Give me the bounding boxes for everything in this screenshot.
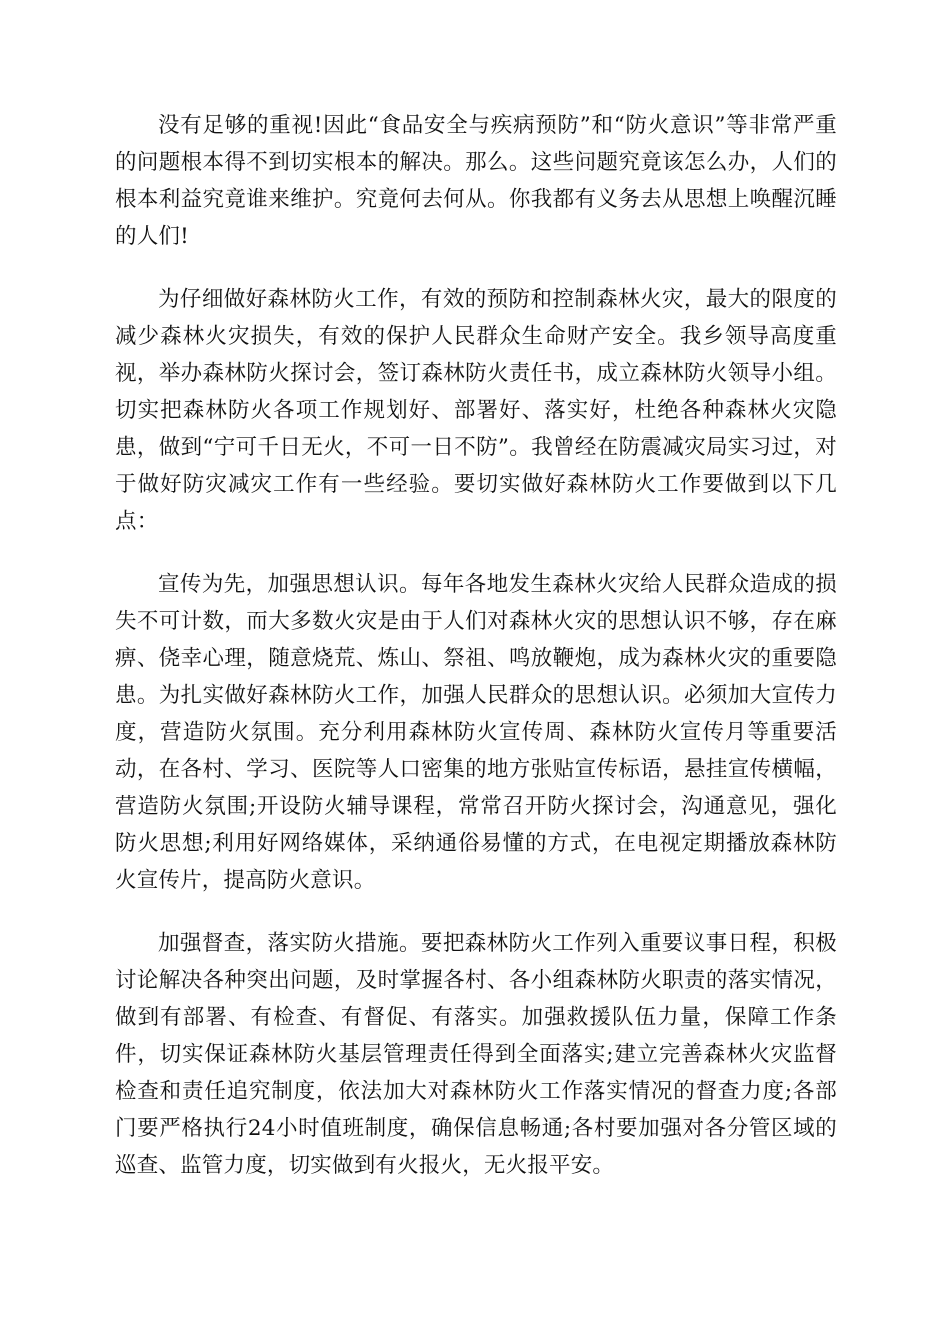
paragraph-2: 为仔细做好森林防火工作，有效的预防和控制森林火灾，最大的限度的减少森林火灾损失，有效的保护人民群众生命财产安全。我乡领导高度重视，举办森林防火探讨会，签订森林防火责任书，成立森林防火领导小组。切实把森林防火各项工作规划好、部署好、落实好，杜绝各种森林火灾隐患，做到“宁可千日无火，不可一日不防”。我曾经在防震减灾局实习过，对于做好防灾减灾工作有一些经验。要切实做好森林防火工作要做到以下几点：	[115, 287, 837, 534]
paragraph-3: 宣传为先，加强思想认识。每年各地发生森林火灾给人民群众造成的损失不可计数，而大多数火灾是由于人们对森林火灾的思想认识不够，存在麻痹、侥幸心理，随意烧荒、炼山、祭祖、鸣放鞭炮，成为森林火灾的重要隐患。为扎实做好森林防火工作，加强人民群众的思想认识。必须加大宣传力度，营造防火氛围。充分利用森林防火宣传周、森林防火宣传月等重要活动，在各村、学习、医院等人口密集的地方张贴宣传标语，悬挂宣传横幅，营造防火氛围;开设防火辅导课程，常常召开防火探讨会，沟通意见，强化防火思想;利用好网络媒体，采纳通俗易懂的方式，在电视定期播放森林防火宣传片，提高防火意识。	[115, 572, 837, 893]
document-body	[115, 107, 837, 1210]
paragraph-4: 加强督查，落实防火措施。要把森林防火工作列入重要议事日程，积极讨论解决各种突出问题，及时掌握各村、各小组森林防火职责的落实情况，做到有部署、有检查、有督促、有落实。加强救援队伍力量，保障工作条件，切实保证森林防火基层管理责任得到全面落实;建立完善森林火灾监督检查和责任追究制度，依法加大对森林防火工作落实情况的督查力度;各部门要严格执行24小时值班制度，确保信息畅通;各村要加强对各分管区域的巡查、监管力度，切实做到有火报火，无火报平安。	[115, 931, 837, 1178]
paragraph-1: 没有足够的重视!因此“食品安全与疾病预防”和“防火意识”等非常严重的问题根本得不到切实根本的解决。那么。这些问题究竟该怎么办，人们的根本利益究竟谁来维护。究竟何去何从。你我都有义务去从思想上唤醒沉睡的人们!	[115, 113, 837, 249]
